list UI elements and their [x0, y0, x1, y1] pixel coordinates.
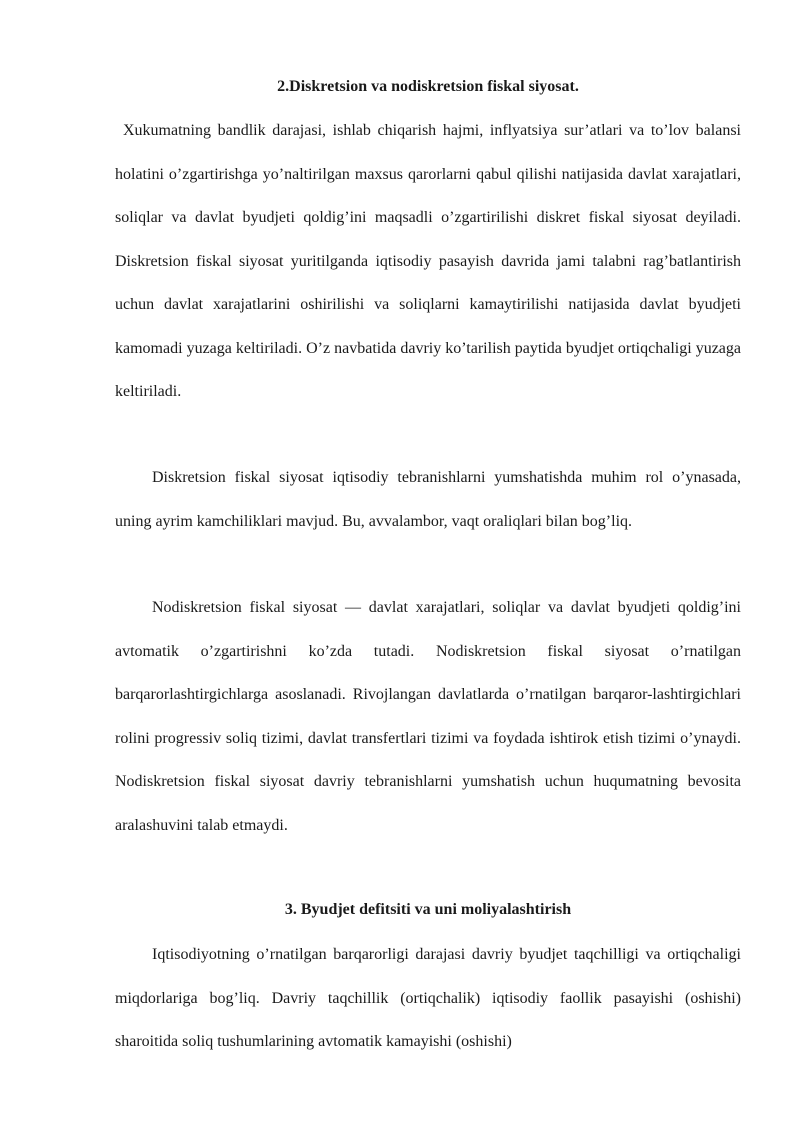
- section-3-paragraph-1: Iqtisodiyotning o’rnatilgan barqarorligi darajasi davriy byudjet taqchilligi va ortiqchaligi miqdorlariga bog’liq. Davriy taqchillik (ortiqchalik) iqtisodiy faollik pasayishi (oshishi) sharoitida soliq tushumlarining avtomatik kamayishi (oshishi): [115, 946, 741, 1050]
- section-2-paragraph-3: Nodiskretsion fiskal siyosat — davlat xarajatlari, soliqlar va davlat byudjeti qoldig’ini avtomatik o’zgartirishni ko’zda tutadi. Nodiskretsion fiskal siyosat o’rnatilgan barqarorlashtirgichlarga asoslanadi. Rivojlangan davlatlarda o’rnatilgan barqaror-lashtirgichlari rolini progressiv soliq tizimi, davlat transfertlari tizimi va foydada ishtirok etish tizimi o’ynaydi. Nodiskretsion fiskal siyosat davriy tebranishlarni yumshatish uchun huqumatning bevosita aralashuvini talab etmaydi.: [115, 599, 741, 834]
- section-2-title: 2.Diskretsion va nodiskretsion fiskal siyosat.: [277, 78, 579, 95]
- section-3-title: 3. Byudjet defitsiti va uni moliyalashtirish: [284, 901, 572, 918]
- section-2-paragraph-1: Xukumatning bandlik darajasi, ishlab chiqarish hajmi, inflyatsiya sur’atlari va to’lov balansi holatini o’zgartirishga yo’naltirilgan maxsus qarorlarni qabul qilishi natijasida davlat xarajatlari, soliqlar va davlat byudjeti qoldig’ini maqsadli o’zgartirilishi diskret fiskal siyosat deyiladi. Diskretsion fiskal siyosat yuritilganda iqtisodiy pasayish davrida jami talabni rag’batlantirish uchun davlat xarajatlarini oshirilishi va soliqlarni kamaytirilishi natijasida davlat byudjeti kamomadi yuzaga keltiriladi. O’z navbatida davriy ko’tarilish paytida byudjet ortiqchaligi yuzaga keltiriladi.: [115, 122, 741, 400]
- section-2-paragraph-2: Diskretsion fiskal siyosat iqtisodiy tebranishlarni yumshatishda muhim rol o’ynasada, uning ayrim kamchiliklari mavjud. Bu, avvalambor, vaqt oraliqlari bilan bog’liq.: [115, 469, 741, 530]
